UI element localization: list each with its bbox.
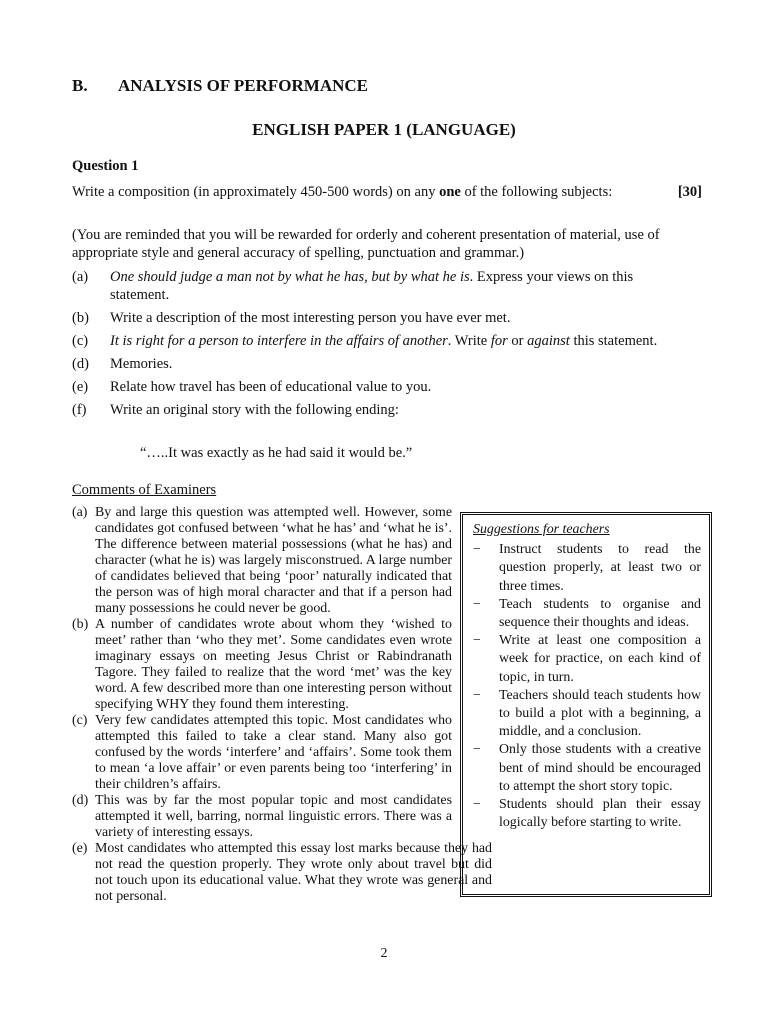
option-label: (c)	[72, 333, 89, 349]
comments-list	[72, 505, 492, 905]
option-text: Memories.	[110, 356, 173, 372]
suggestion-text: Instruct students to read the question properly, at least two or three times.	[499, 542, 701, 594]
comment-item	[72, 505, 452, 617]
page-number: 2	[380, 946, 388, 961]
paper-title: ENGLISH PAPER 1 (LANGUAGE)	[252, 120, 516, 139]
dash-bullet-icon: −	[473, 742, 481, 758]
comments-heading: Comments of Examiners	[72, 482, 217, 498]
option-against: against	[527, 333, 570, 349]
suggestions-title: Suggestions for teachers	[473, 522, 610, 537]
section-letter: B.	[72, 76, 88, 95]
option-italic: It is right for a person to interfere in the affairs of another	[110, 333, 448, 349]
comment-label: (e)	[72, 841, 88, 856]
option-rest: this statement.	[569, 333, 658, 349]
section-title: ANALYSIS OF PERFORMANCE	[118, 76, 368, 95]
option-a	[72, 268, 672, 304]
suggestion-item	[473, 796, 701, 832]
section-heading	[72, 76, 368, 96]
comment-label: (c)	[72, 713, 88, 728]
option-text	[110, 268, 672, 304]
dash-bullet-icon: −	[473, 687, 481, 703]
dash-bullet-icon: −	[473, 797, 481, 813]
comment-item	[72, 617, 452, 713]
comment-item	[72, 841, 492, 905]
option-b	[72, 309, 672, 327]
question-note: (You are reminded that you will be rewarded for orderly and coherent presentation of material, use of appropriate style and general accuracy of spelling, punctuation and grammar.)	[72, 227, 660, 261]
suggestion-item	[473, 687, 701, 742]
comment-text: Most candidates who attempted this essay lost marks because they had not read the question properly. They wrote only about travel but did not touch upon its educational value. What they wrote was general and not personal.	[95, 841, 492, 904]
suggestions-box	[460, 512, 712, 897]
comment-text: A number of candidates wrote about whom they ‘wished to meet’ rather than ‘who they met’. Some candidates even wrote imaginary essays on meeting Jesus Christ or Rabindranath Tagore. They failed to realize that the word ‘met’ was the key word. A few described more than one interesting person without specifying WHY they found them interesting.	[95, 617, 452, 712]
question-instruction	[72, 184, 702, 201]
question-marks: [30]	[677, 184, 702, 200]
option-d	[72, 355, 672, 373]
option-label: (a)	[72, 269, 89, 285]
suggestion-text: Students should plan their essay logically before starting to write.	[499, 797, 701, 831]
option-text: Relate how travel has been of educational value to you.	[110, 379, 432, 395]
option-label: (f)	[72, 402, 87, 418]
question-options	[72, 268, 672, 424]
option-f	[72, 401, 672, 419]
question-heading: Question 1	[72, 158, 139, 174]
option-label: (d)	[72, 356, 89, 372]
option-for: for	[490, 333, 508, 349]
instruction-text-end: of the following subjects:	[460, 184, 613, 200]
comment-text: Very few candidates attempted this topic. Most candidates who attempted this failed to take a clear stand. Many also got confused by the words ‘interfere’ and ‘affairs’. Some took them to mean ‘a love affair’ or even parents being too ‘interfering’ in their children’s affairs.	[95, 713, 452, 792]
comment-item	[72, 793, 452, 841]
option-italic: One should judge a man not by what he has, but by what he is	[110, 269, 470, 285]
story-ending-quote: “…..It was exactly as he had said it would be.”	[140, 445, 413, 461]
suggestion-text: Write at least one composition a week for practice, on each kind of topic, in turn.	[499, 633, 701, 685]
instruction-text: Write a composition (in approximately 450-500 words) on any	[72, 184, 440, 200]
suggestion-item	[473, 596, 701, 632]
option-rest: . Express your views on this statement.	[110, 269, 634, 303]
comment-label: (d)	[72, 793, 89, 808]
instruction-emphasis: one	[439, 184, 461, 200]
option-mid: or	[507, 333, 528, 349]
option-label: (b)	[72, 310, 89, 326]
suggestion-text: Teach students to organise and sequence their thoughts and ideas.	[499, 596, 701, 631]
comment-label: (b)	[72, 617, 89, 632]
option-c	[72, 332, 672, 350]
comment-text: By and large this question was attempted well. However, some candidates got confused between ‘what he has’ and ‘what he is’. The difference between material possessions (what he has) and character (what he is) was largely misconstrued. A large number of candidates believed that being ‘poor’ naturally indicated that the person was of high moral character and that if a person had many possessions he could never be good.	[95, 505, 452, 616]
comment-item	[72, 713, 452, 793]
option-mid: . Write	[447, 333, 491, 349]
option-text	[110, 332, 672, 350]
option-text: Write a description of the most interesting person you have ever met.	[110, 310, 511, 326]
comment-text: This was by far the most popular topic and most candidates attempted it well, barring, normal linguistic errors. There was a variety of interesting essays.	[95, 793, 452, 840]
option-label: (e)	[72, 379, 89, 395]
dash-bullet-icon: −	[473, 542, 481, 558]
dash-bullet-icon: −	[473, 596, 481, 612]
comment-label: (a)	[72, 505, 88, 520]
suggestion-text: Teachers should teach students how to build a plot with a beginning, a middle, and a conclusion.	[499, 687, 701, 740]
suggestion-text: Only those students with a creative bent of mind should be encouraged to attempt the short story topic.	[499, 742, 701, 794]
dash-bullet-icon: −	[473, 633, 481, 649]
suggestion-item	[473, 741, 701, 796]
suggestion-item	[473, 632, 701, 687]
option-e	[72, 378, 672, 396]
option-text: Write an original story with the following ending:	[110, 402, 399, 418]
suggestion-item	[473, 541, 701, 596]
